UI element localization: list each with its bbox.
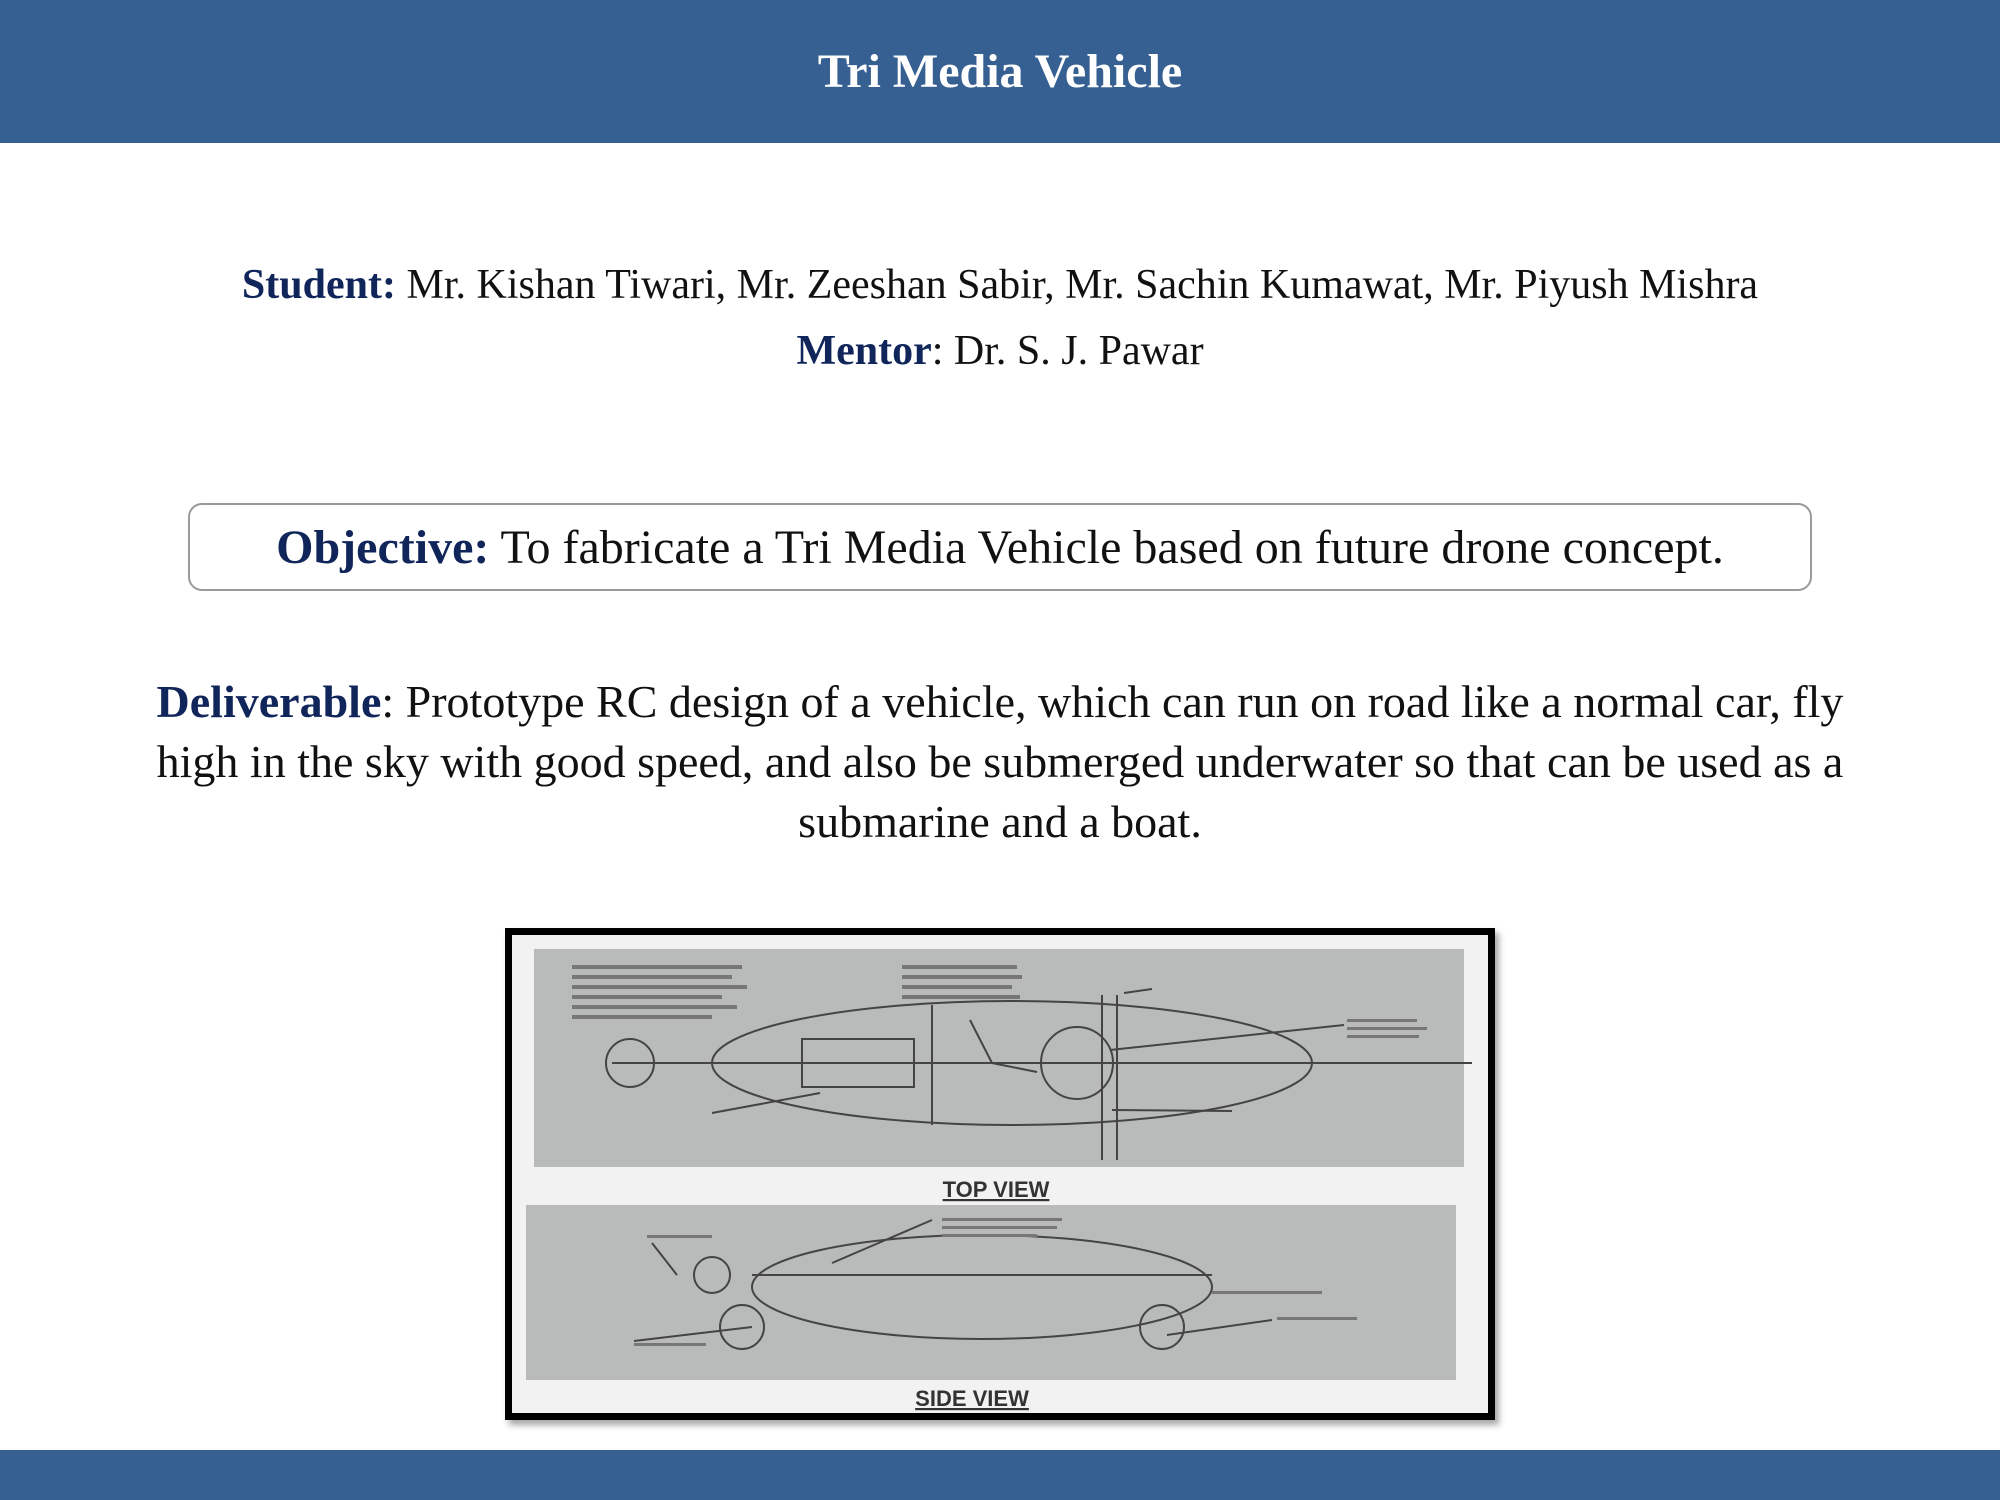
student-line (0, 252, 2000, 318)
deliverable-label: Deliverable (156, 676, 382, 727)
side-view-label: SIDE VIEW (915, 1386, 1029, 1411)
vehicle-sketch (512, 935, 1488, 1413)
deliverable-text: : Prototype RC design of a vehicle, which can run on road like a normal car, fly high in the sky with good speed, and also be submerged underwater so that can be used as a submarine and a boat. (156, 676, 1844, 847)
mentor-label: Mentor (796, 328, 932, 374)
footer-bar (0, 1450, 2000, 1500)
objective-text: To fabricate a Tri Media Vehicle based on future drone concept. (489, 520, 1724, 574)
objective-box (188, 503, 1812, 591)
top-view-label: TOP VIEW (942, 1177, 1050, 1202)
objective-label: Objective: (276, 520, 490, 574)
mentor-line (0, 318, 2000, 384)
header-bar (0, 0, 2000, 143)
vehicle-sketch-figure (505, 928, 1495, 1420)
student-label: Student: (241, 262, 396, 308)
slide-title: Tri Media Vehicle (817, 45, 1183, 98)
top-view-panel (534, 949, 1464, 1167)
team-info (0, 252, 2000, 384)
deliverable-paragraph (150, 672, 1850, 852)
student-names: Mr. Kishan Tiwari, Mr. Zeeshan Sabir, Mr. Sachin Kumawat, Mr. Piyush Mishra (395, 262, 1759, 308)
mentor-name: : Dr. S. J. Pawar (931, 328, 1204, 374)
